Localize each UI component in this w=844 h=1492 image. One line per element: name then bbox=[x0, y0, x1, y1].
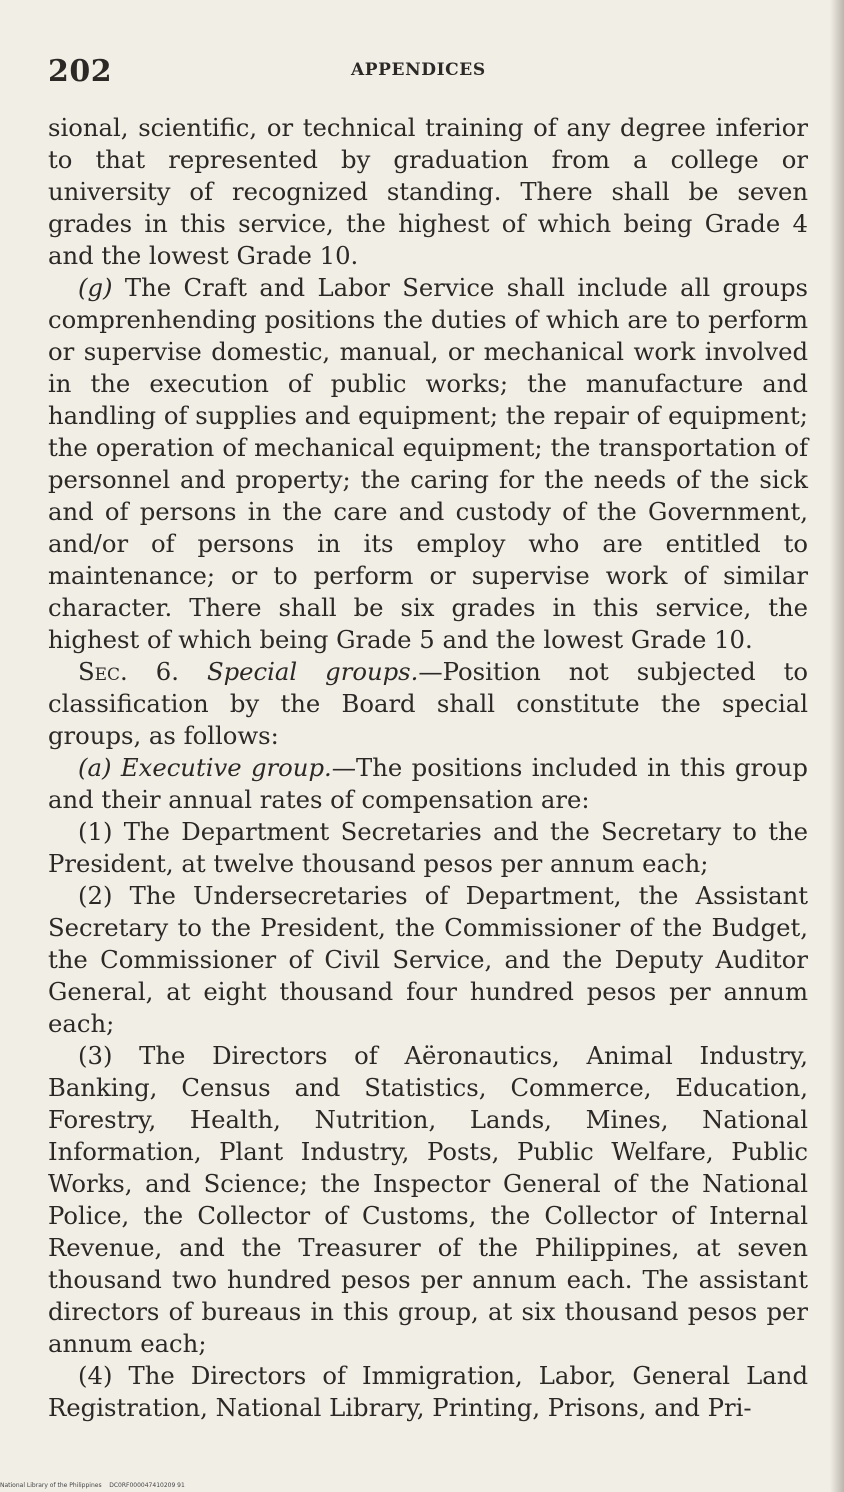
section-label: Sec. 6. bbox=[78, 657, 179, 686]
paragraph-item-3 bbox=[48, 1040, 808, 1360]
running-head: APPENDICES bbox=[351, 60, 486, 80]
paragraph-text: The Directors of Aëronautics, Animal Industry, Banking, Census and Statistics, Commerce, Education, Forestry, Health, Nutrition, Lands, Mines, National Information, Plant Industry, Posts, Public Welfare, Public Works, and Science; the Inspector General of the National Police, the Collector of Customs, the Collector of Internal Revenue, and the Treasurer of the Philippines, at seven thousand two hundred pesos per annum each. The assistant directors of bureaus in this group, at six thousand pesos per annum each; bbox=[48, 1041, 809, 1358]
item-marker: (1) bbox=[78, 817, 113, 846]
paragraph-text: The Undersecretaries of Department, the Assistant Secretary to the President, the Commissioner of the Budget, the Commissioner of Civil Service, and the Deputy Auditor General, at eight thousand four hundred pesos per annum each; bbox=[48, 881, 808, 1038]
paragraph-a bbox=[48, 752, 808, 816]
page-number: 202 bbox=[48, 54, 113, 89]
section-heading: Special groups. bbox=[206, 657, 419, 686]
paragraph-item-2 bbox=[48, 880, 808, 1040]
paragraph-continuation bbox=[48, 112, 808, 272]
paragraph-text: —Position not subjected to classification by the Board shall constitute the special groups, as follows: bbox=[48, 657, 809, 750]
paragraph-text: The Craft and Labor Service shall include all groups comprenhending positions the duties of which are to perform or supervise domestic, manual, or mechanical work involved in the execution of public works; the manufacture and handling of supplies and equipment; the repair of equipment; the operation of mechanical equipment; the transportation of personnel and property; the caring for the needs of the sick and of persons in the care and custody of the Government, and/or of persons in its employ who are entitled to maintenance; or to perform or supervise work of similar character. There shall be six grades in this service, the highest of which being Grade 5 and the lowest Grade 10. bbox=[48, 273, 808, 654]
item-marker: (3) bbox=[78, 1041, 113, 1070]
paragraph-sec-6 bbox=[48, 656, 808, 752]
paragraph-text: sional, scientific, or technical training of any degree inferior to that represented by graduation from a college or university of recognized standing. There shall be seven grades in this service, the highest of which being Grade 4 and the lowest Grade 10. bbox=[48, 113, 808, 270]
paragraph-item-1 bbox=[48, 816, 808, 880]
item-marker: (g) bbox=[78, 273, 113, 302]
group-heading: Executive group. bbox=[120, 753, 332, 782]
footer-library: National Library of the Philippines bbox=[0, 1482, 102, 1489]
item-marker: (2) bbox=[78, 881, 113, 910]
item-marker: (a) bbox=[78, 753, 112, 782]
paragraph-text: —The positions included in this group and their annual rates of compensation are: bbox=[48, 753, 808, 814]
item-marker: (4) bbox=[78, 1361, 113, 1390]
footer-code: DC0RF000047410209 91 bbox=[109, 1482, 185, 1489]
paragraph-g bbox=[48, 272, 808, 656]
paragraph-item-4 bbox=[48, 1360, 808, 1424]
scan-footer bbox=[0, 1482, 185, 1489]
paragraph-text: The Department Secretaries and the Secretary to the President, at twelve thousand pesos per annum each; bbox=[48, 817, 808, 878]
paragraph-text: The Directors of Immigration, Labor, General Land Registration, National Library, Printing, Prisons, and Pri- bbox=[48, 1361, 808, 1422]
body-text bbox=[48, 112, 808, 1424]
page-edge-shadow bbox=[830, 0, 844, 1492]
page-header bbox=[48, 48, 808, 98]
